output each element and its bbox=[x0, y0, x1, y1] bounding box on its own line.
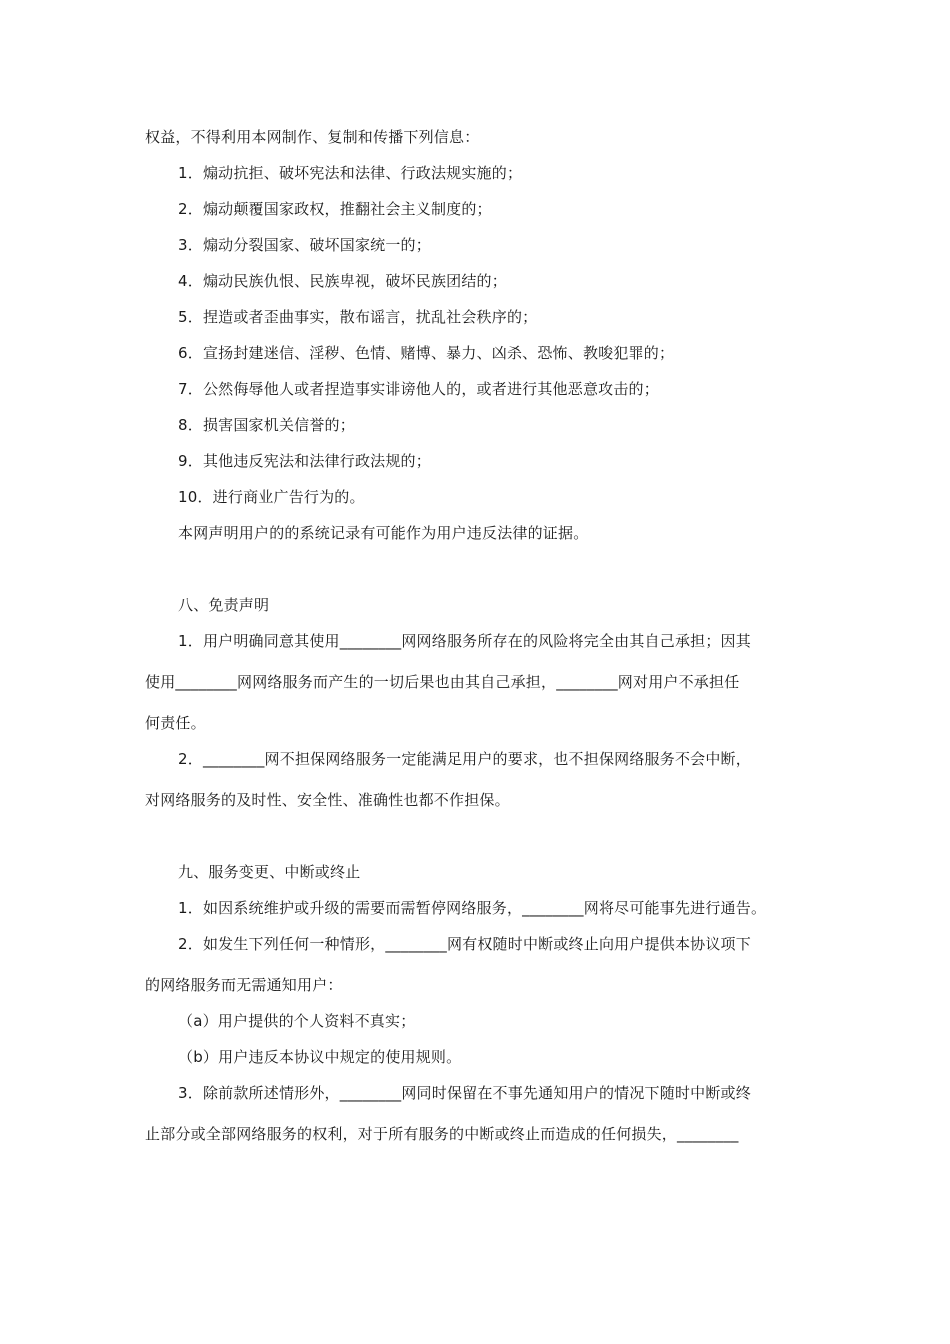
section-8-p1-line1: 1．用户明确同意其使用________网网络服务所存在的风险将完全由其自己承担；因其 bbox=[178, 632, 751, 650]
section-8-p1-line2: 使用________网网络服务而产生的一切后果也由其自己承担，________网对用户不承担任 bbox=[145, 673, 740, 691]
section-9-p1: 1．如因系统维护或升级的需要而需暂停网络服务，________网将尽可能事先进行通告。 bbox=[178, 899, 767, 917]
section-9-p3-line1: 3．除前款所述情形外，________网同时保留在不事先通知用户的情况下随时中断或终 bbox=[178, 1084, 751, 1102]
prohibited-item-10: 10．进行商业广告行为的。 bbox=[178, 488, 365, 506]
prohibited-item-5: 5．捏造或者歪曲事实，散布谣言，扰乱社会秩序的； bbox=[178, 308, 538, 326]
intro-line: 权益，不得利用本网制作、复制和传播下列信息： bbox=[145, 128, 480, 146]
prohibited-item-3: 3．煽动分裂国家、破坏国家统一的； bbox=[178, 236, 431, 254]
prohibited-item-8: 8．损害国家机关信誉的； bbox=[178, 416, 355, 434]
prohibited-item-1: 1．煽动抗拒、破坏宪法和法律、行政法规实施的； bbox=[178, 164, 523, 182]
evidence-statement: 本网声明用户的的系统记录有可能作为用户违反法律的证据。 bbox=[178, 524, 589, 542]
section-9-item-a: （a）用户提供的个人资料不真实； bbox=[178, 1012, 416, 1030]
section-8-heading: 八、免责声明 bbox=[178, 596, 270, 614]
prohibited-item-4: 4．煽动民族仇恨、民族卑视，破坏民族团结的； bbox=[178, 272, 507, 290]
prohibited-item-7: 7．公然侮辱他人或者捏造事实诽谤他人的，或者进行其他恶意攻击的； bbox=[178, 380, 659, 398]
prohibited-item-6: 6．宣扬封建迷信、淫秽、色情、赌博、暴力、凶杀、恐怖、教唆犯罪的； bbox=[178, 344, 675, 362]
section-8-p1-line3: 何责任。 bbox=[145, 714, 206, 732]
section-8-p2-line2: 对网络服务的及时性、安全性、准确性也都不作担保。 bbox=[145, 791, 510, 809]
section-8-p2-line1: 2．________网不担保网络服务一定能满足用户的要求，也不担保网络服务不会中断， bbox=[178, 750, 751, 768]
section-9-heading: 九、服务变更、中断或终止 bbox=[178, 863, 361, 881]
section-9-item-b: （b）用户违反本协议中规定的使用规则。 bbox=[178, 1048, 462, 1066]
section-9-p2-line2: 的网络服务而无需通知用户： bbox=[145, 976, 343, 994]
section-9-p3-line2: 止部分或全部网络服务的权利，对于所有服务的中断或终止而造成的任何损失，________ bbox=[145, 1125, 739, 1143]
prohibited-item-2: 2．煽动颠覆国家政权，推翻社会主义制度的； bbox=[178, 200, 492, 218]
prohibited-item-9: 9．其他违反宪法和法律行政法规的； bbox=[178, 452, 431, 470]
section-9-p2-line1: 2．如发生下列任何一种情形，________网有权随时中断或终止向用户提供本协议项下 bbox=[178, 935, 751, 953]
